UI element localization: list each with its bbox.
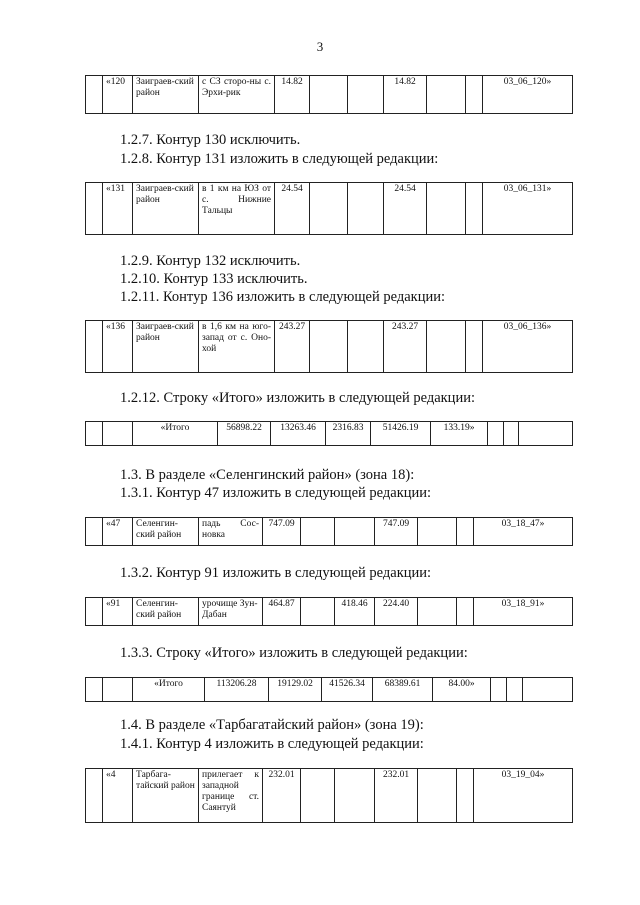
- table-cell: 2316.83: [326, 422, 371, 446]
- table-cell: [418, 598, 457, 626]
- table-cell: [86, 518, 103, 546]
- table-cell: Заиграев-ский район: [133, 321, 199, 373]
- table-cell: падь Сос-новка: [199, 518, 263, 546]
- table-cell: [86, 321, 103, 373]
- table-cell: 03_06_120»: [483, 76, 573, 114]
- table-cell: «136: [103, 321, 133, 373]
- table-cell: 51426.19: [371, 422, 431, 446]
- table-cell: [86, 76, 103, 114]
- table-cell: [348, 321, 384, 373]
- table-cell: [427, 321, 466, 373]
- table-cell: [103, 678, 133, 702]
- table-cell: 19129.02: [269, 678, 322, 702]
- table-cell: 03_18_91»: [474, 598, 573, 626]
- table-cell: [427, 183, 466, 235]
- table-cell: 56898.22: [218, 422, 271, 446]
- table-cell: 14.82: [384, 76, 427, 114]
- table-row: [86, 769, 573, 823]
- table-cell: 243.27: [384, 321, 427, 373]
- paragraph-1-4-1: 1.4.1. Контур 4 изложить в следующей редакции:: [120, 736, 424, 752]
- table-total-zone-18: [85, 677, 573, 702]
- table-cell: [310, 183, 348, 235]
- table-cell: Селенгин-ский район: [133, 598, 199, 626]
- table-cell: 13263.46: [271, 422, 326, 446]
- table-cell: [301, 598, 335, 626]
- table-cell: [86, 678, 103, 702]
- paragraph-1-3-2: 1.3.2. Контур 91 изложить в следующей редакции:: [120, 565, 432, 581]
- table-row: [86, 598, 573, 626]
- table-cell: [519, 422, 573, 446]
- table-cell: [335, 518, 375, 546]
- table-cell: 232.01: [263, 769, 301, 823]
- table-cell: [103, 422, 133, 446]
- table-contour-131: [85, 182, 573, 235]
- table-cell: [335, 769, 375, 823]
- table-cell: [301, 769, 335, 823]
- table-cell: [491, 678, 507, 702]
- table-row: [86, 678, 573, 702]
- table-cell: [418, 518, 457, 546]
- paragraph-1-2-7: 1.2.7. Контур 130 исключить.: [120, 132, 301, 148]
- table-cell: [457, 769, 474, 823]
- table-cell: [86, 769, 103, 823]
- table-cell: [457, 518, 474, 546]
- table-cell: 747.09: [263, 518, 301, 546]
- table-cell: 133.19»: [431, 422, 488, 446]
- table-cell: в 1 км на ЮЗ от с. Нижние Тальцы: [199, 183, 275, 235]
- paragraph-1-2-9: 1.2.9. Контур 132 исключить.: [120, 253, 301, 269]
- table-cell: [348, 183, 384, 235]
- table-cell: [86, 183, 103, 235]
- page-number: 3: [316, 39, 324, 54]
- table-cell: [427, 76, 466, 114]
- paragraph-1-2-8: 1.2.8. Контур 131 изложить в следующей редакции:: [120, 151, 439, 167]
- table-cell: в 1,6 км на юго-запад от с. Оно-хой: [199, 321, 275, 373]
- table-cell: 14.82: [275, 76, 310, 114]
- table-cell: [466, 321, 483, 373]
- table-cell: Тарбага-тайский район: [133, 769, 199, 823]
- table-cell: [504, 422, 519, 446]
- table-row: [86, 518, 573, 546]
- table-cell: [301, 518, 335, 546]
- table-cell: «4: [103, 769, 133, 823]
- table-cell: [523, 678, 573, 702]
- table-cell: 747.09: [375, 518, 418, 546]
- table-cell: 03_19_04»: [474, 769, 573, 823]
- table-contour-4: [85, 768, 573, 823]
- table-cell: 41526.34: [322, 678, 373, 702]
- table-cell: 232.01: [375, 769, 418, 823]
- table-row: [86, 422, 573, 446]
- table-row: [86, 183, 573, 235]
- table-cell: 418.46: [335, 598, 375, 626]
- table-cell: 03_06_136»: [483, 321, 573, 373]
- table-cell: [457, 598, 474, 626]
- table-cell: 113206.28: [205, 678, 269, 702]
- table-cell: Заиграев-ский район: [133, 76, 199, 114]
- table-cell: Заиграев-ский район: [133, 183, 199, 235]
- table-cell: [86, 598, 103, 626]
- table-contour-136: [85, 320, 573, 373]
- table-cell: 03_18_47»: [474, 518, 573, 546]
- paragraph-1-2-11: 1.2.11. Контур 136 изложить в следующей редакции:: [120, 289, 446, 305]
- table-cell: [310, 321, 348, 373]
- paragraph-1-3: 1.3. В разделе «Селенгинский район» (зона 18):: [120, 467, 415, 483]
- table-cell: с СЗ сторо-ны с. Эрхи-рик: [199, 76, 275, 114]
- table-cell: «91: [103, 598, 133, 626]
- table-contour-120: [85, 75, 573, 114]
- table-total-zone-6: [85, 421, 573, 446]
- table-row: [86, 76, 573, 114]
- table-cell: [418, 769, 457, 823]
- table-cell: [466, 183, 483, 235]
- table-cell: 24.54: [275, 183, 310, 235]
- table-cell: [86, 422, 103, 446]
- table-cell: «47: [103, 518, 133, 546]
- table-cell: [488, 422, 504, 446]
- table-cell: [348, 76, 384, 114]
- table-cell: 224.40: [375, 598, 418, 626]
- paragraph-1-4: 1.4. В разделе «Тарбагатайский район» (зона 19):: [120, 717, 424, 733]
- table-cell: 24.54: [384, 183, 427, 235]
- table-cell: Селенгин-ский район: [133, 518, 199, 546]
- table-contour-91: [85, 597, 573, 626]
- table-cell: «Итого: [133, 678, 205, 702]
- table-cell: [507, 678, 523, 702]
- paragraph-1-2-12: 1.2.12. Строку «Итого» изложить в следующей редакции:: [120, 390, 475, 406]
- table-cell: [310, 76, 348, 114]
- table-cell: 464.87: [263, 598, 301, 626]
- table-cell: урочище Зун-Дабан: [199, 598, 263, 626]
- paragraph-1-2-10: 1.2.10. Контур 133 исключить.: [120, 271, 308, 287]
- table-contour-47: [85, 517, 573, 546]
- paragraph-1-3-3: 1.3.3. Строку «Итого» изложить в следующей редакции:: [120, 645, 468, 661]
- table-cell: «120: [103, 76, 133, 114]
- table-cell: [466, 76, 483, 114]
- table-cell: 84.00»: [433, 678, 491, 702]
- paragraph-1-3-1: 1.3.1. Контур 47 изложить в следующей редакции:: [120, 485, 432, 501]
- table-cell: 243.27: [275, 321, 310, 373]
- table-cell: «Итого: [133, 422, 218, 446]
- table-cell: «131: [103, 183, 133, 235]
- table-cell: 03_06_131»: [483, 183, 573, 235]
- table-cell: 68389.61: [373, 678, 433, 702]
- table-cell: прилегает к западной границе ст. Саянтуй: [199, 769, 263, 823]
- table-row: [86, 321, 573, 373]
